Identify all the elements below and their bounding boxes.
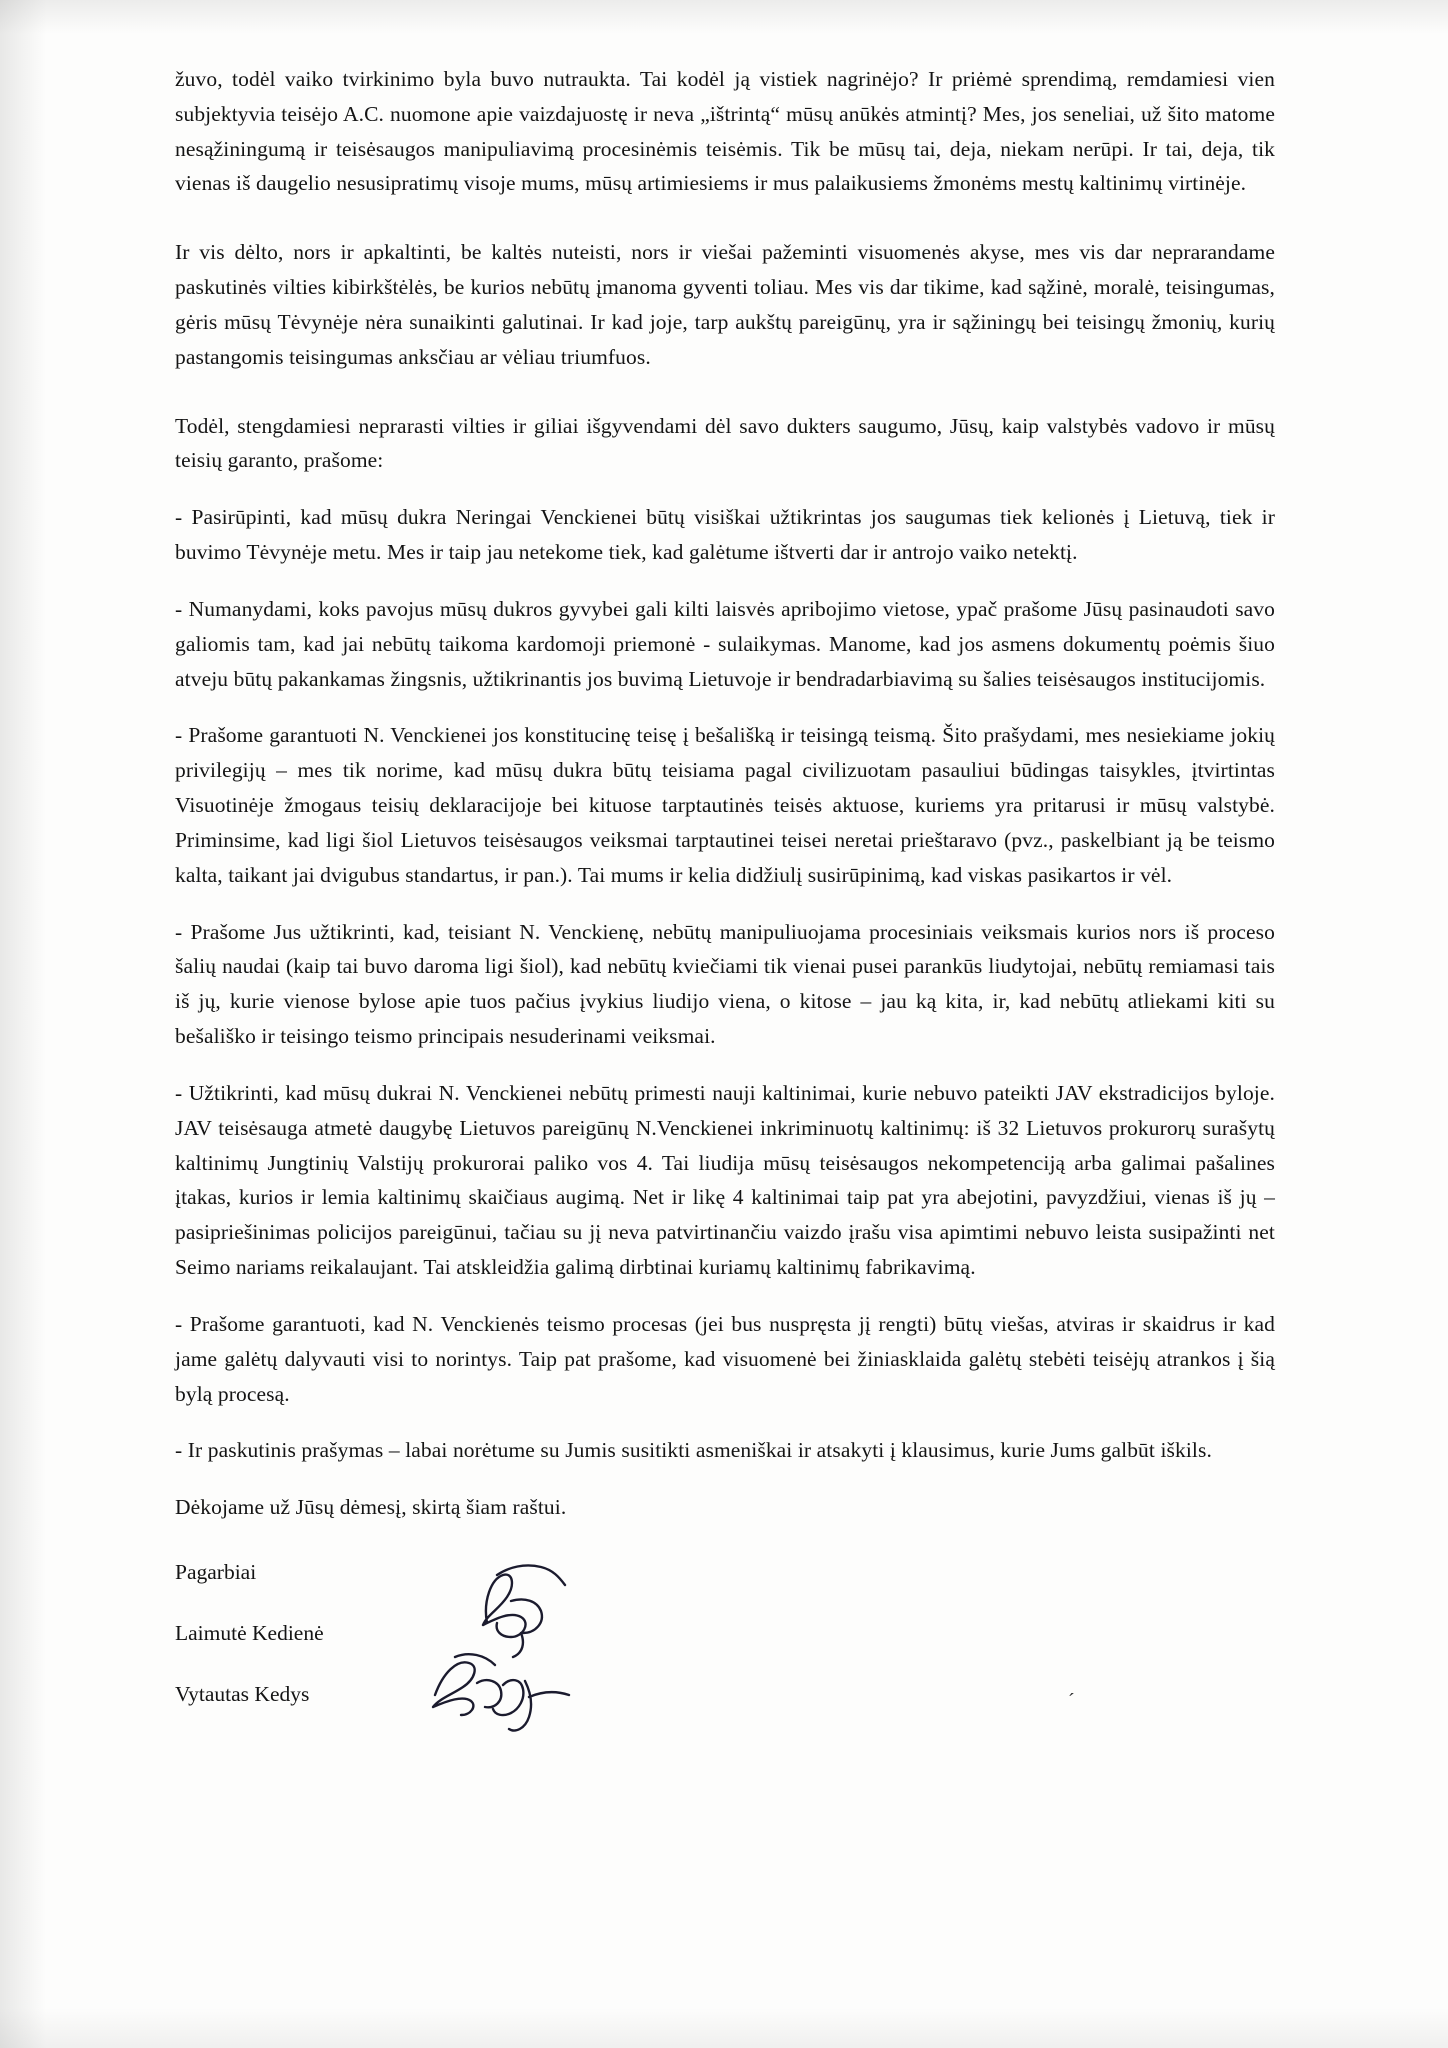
paragraph: žuvo, todėl vaiko tvirkinimo byla buvo nutraukta. Tai kodėl ją vistiek nagrinėjo? Ir priėmė sprendimą, remdamiesi vien subjektyvia teisėjo A.C. nuomone apie vaizdajuostę ir neva „ištrintą“ mūsų anūkės atmintį? Mes, jos seneliai, už šito matome nesąžiningumą ir teisėsaugos manipuliavimą procesinėmis teisėmis. Tik be mūsų tai, deja, niekam nerūpi. Ir tai, deja, tik vienas iš daugelio nesusipratimų visoje mums, mūsų artimiesiems ir mus palaikusiems žmonėms mestų kaltinimų virtinėje.: [175, 67, 1275, 196]
paragraph: Ir vis dėlto, nors ir apkaltinti, be kaltės nuteisti, nors ir viešai pažeminti visuomenės akyse, mes vis dar neprarandame paskutinės vilties kibirkštėlės, be kurios nebūtų įmanoma gyventi toliau. Mes vis dar tikime, kad sąžinė, moralė, teisingumas, gėris mūsų Tėvynėje nėra sunaikinti galutinai. Ir kad joje, tarp aukštų pareigūnų, yra ir sąžiningų bei teisingų žmonių, kurių pastangomis teisingumas anksčiau ar vėliau triumfuos.: [175, 240, 1275, 369]
paragraph: - Prašome garantuoti N. Venckienei jos konstitucinę teisę į bešališką ir teisingą teismą. Šito prašydami, mes nesiekiame jokių privilegijų – mes tik norime, kad mūsų dukra būtų teisiama pagal civilizuotam pasauliui būdingas taisykles, įtvirtintas Visuotinėje žmogaus teisių deklaracijoje bei kituose tarptautinės teisės aktuose, kuriems yra pritarusi ir mūsų valstybė. Priminsime, kad ligi šiol Lietuvos teisėsaugos veiksmai tarptautinei teisei neretai prieštaravo (pvz., paskelbiant ją be teismo kalta, taikant jai dvigubus standartus, ir pan.). Tai mums ir kelia didžiulį susirūpinimą, kad viskas pasikartos ir vėl.: [175, 723, 1275, 887]
paragraph: - Prašome garantuoti, kad N. Venckienės teismo procesas (jei bus nuspręsta jį rengti) būtų viešas, atviras ir skaidrus ir kad jame galėtų dalyvauti visi to norintys. Taip pat prašome, kad visuomenė bei žiniasklaida galėtų stebėti teisėjų atrankos į šią bylą procesą.: [175, 1311, 1275, 1406]
paragraph: - Numanydami, koks pavojus mūsų dukros gyvybei gali kilti laisvės apribojimo vietose, ypač prašome Jūsų pasinaudoti savo galiomis tam, kad jai nebūtų taikoma kardomoji priemonė - sulaikymas. Manome, kad jos asmens dokumentų poėmis šiuo atveju būtų pakankamas žingsnis, užtikrinantis jos buvimą Lietuvoje ir bendradarbiavimą su šalies teisėsaugos institucijomis.: [175, 596, 1275, 691]
paragraph: Todėl, stengdamiesi neprarasti vilties ir giliai išgyvendami dėl savo dukters saugumo, Jūsų, kaip valstybės vadovo ir mūsų teisių garanto, prašome:: [175, 413, 1275, 473]
signature-names: [175, 1555, 1275, 1711]
stray-pen-mark: ´: [1068, 1690, 1075, 1712]
signature-block: [175, 1555, 1275, 1711]
scan-shadow-top: [0, 0, 1448, 34]
paragraph: - Ir paskutinis prašymas – labai norėtume su Jumis susitikti asmeniškai ir atsakyti į klausimus, kurie Jums galbūt iškils.: [175, 1438, 1212, 1463]
scan-shadow-left: [0, 0, 46, 2048]
paragraph: Dėkojame už Jūsų dėmesį, skirtą šiam raštui.: [175, 1495, 567, 1520]
scan-shadow-bottom: [0, 2008, 1448, 2048]
paragraph: - Užtikrinti, kad mūsų dukrai N. Venckienei nebūtų primesti nauji kaltinimai, kurie nebuvo pateikti JAV ekstradicijos byloje. JAV teisėsauga atmetė daugybę Lietuvos pareigūnų N.Venckienei inkriminuotų kaltinimų: iš 32 Lietuvos prokurorų surašytų kaltinimų Jungtinių Valstijų prokurorai paliko vos 4. Tai liudija mūsų teisėsaugos nekompetenciją arba galimai pašalines įtakas, kurios ir lemia kaltinimų skaičiaus augimą. Net ir likę 4 kaltinimai taip pat yra abejotini, pavyzdžiui, vienas iš jų – pasipriešinimas policijos pareigūnui, tačiau su jį neva patvirtinančiu vaizdo įrašu visa apimtimi nebuvo leista susipažinti net Seimo nariams reikalaujant. Tai atskleidžia galimą dirbtinai kuriamų kaltinimų fabrikavimą.: [175, 1080, 1275, 1280]
paragraph: - Pasirūpinti, kad mūsų dukra Neringai Venckienei būtų visiškai užtikrintas jos saugumas tiek kelionės į Lietuvą, tiek ir buvimo Tėvynėje metu. Mes ir taip jau netekome tiek, kad galėtume ištverti dar ir antrojo vaiko netektį.: [175, 505, 1275, 565]
signatory-name: Vytautas Kedys: [175, 1681, 310, 1706]
letter-body: [175, 62, 1275, 1737]
closing-line: Pagarbiai: [175, 1559, 257, 1584]
signatory-name: Laimutė Kedienė: [175, 1620, 324, 1645]
paragraph: - Prašome Jus užtikrinti, kad, teisiant N. Venckienę, nebūtų manipuliuojama procesiniais veiksmais kurios nors iš proceso šalių naudai (kaip tai buvo daroma ligi šiol), kad nebūtų kviečiami tik vienai pusei parankūs liudytojai, nebūtų remiamasi tais iš jų, kurie vienose bylose apie tuos pačius įvykius liudijo viena, o kitose – jau ką kita, ir, kad nebūtų atliekami kiti su bešališko ir teisingo teismo principais nesuderinami veiksmai.: [175, 919, 1275, 1049]
